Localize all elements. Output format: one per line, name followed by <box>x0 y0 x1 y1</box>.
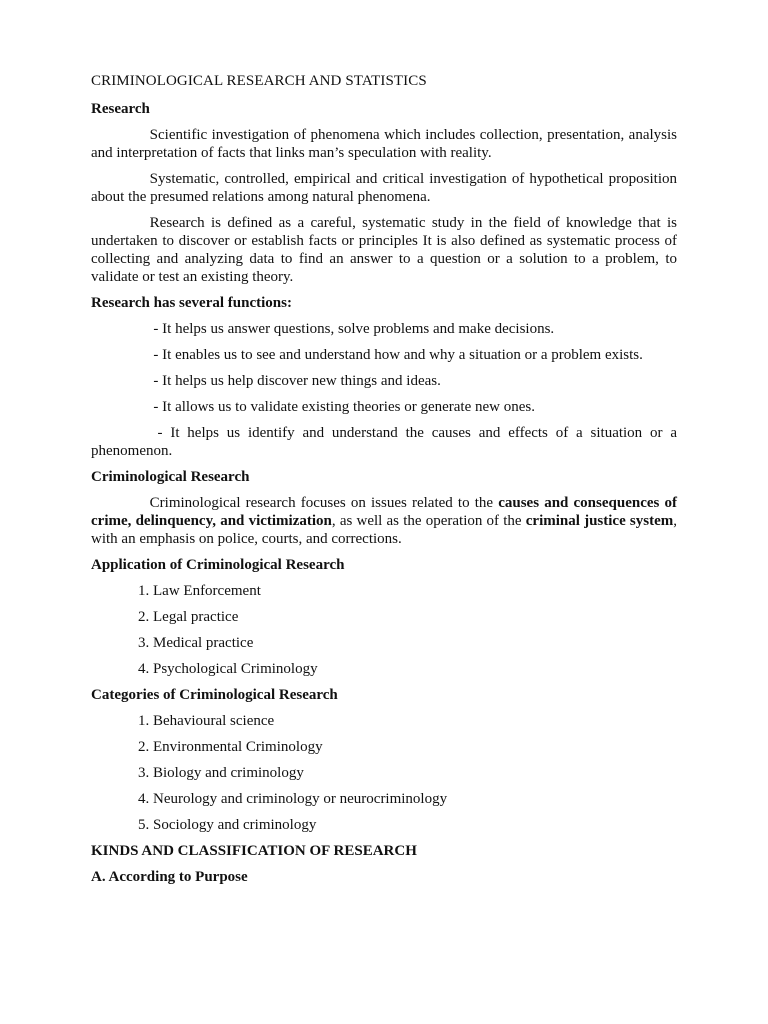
document-content <box>91 72 677 894</box>
research-definition: Scientific investigation of phenomena which includes collection, presentation, analysis and interpretation of facts that links man’s speculation with reality. <box>91 127 677 161</box>
section-heading-functions: Research has several functions: <box>91 295 292 311</box>
list-item: 4. Neurology and criminology or neurocriminology <box>138 791 448 807</box>
list-item: 2. Environmental Criminology <box>138 739 323 755</box>
section-heading-criminological-research: Criminological Research <box>91 469 250 485</box>
list-item: 5. Sociology and criminology <box>138 817 317 833</box>
function-item: - It enables us to see and understand how and why a situation or a problem exists. <box>138 347 628 363</box>
section-heading-application: Application of Criminological Research <box>91 557 345 573</box>
list-item: 1. Law Enforcement <box>138 583 261 599</box>
research-definition: Systematic, controlled, empirical and critical investigation of hypothetical proposition about the presumed relations among natural phenomena. <box>91 171 677 205</box>
page-title: CRIMINOLOGICAL RESEARCH AND STATISTICS <box>91 73 427 89</box>
research-definition: Research is defined as a careful, systematic study in the field of knowledge that is undertaken to discover or establish facts or principles It is also defined as systematic process of collecting and analyzing data to find an answer to a question or a solution to a problem, to validate or test an existing theory. <box>91 215 677 285</box>
function-item: - It helps us help discover new things and ideas. <box>138 373 426 389</box>
function-item: - It helps us answer questions, solve problems and make decisions. <box>138 321 539 337</box>
function-item: - It helps us identify and understand the causes and effects of a situation or a phenomenon. <box>91 425 677 459</box>
list-item: 3. Medical practice <box>138 635 254 651</box>
section-heading-kinds: KINDS AND CLASSIFICATION OF RESEARCH <box>91 843 417 859</box>
subheading-according-to-purpose: A. According to Purpose <box>91 869 248 885</box>
list-item: 4. Psychological Criminology <box>138 661 318 677</box>
section-heading-research: Research <box>91 101 150 117</box>
function-item: - It allows us to validate existing theories or generate new ones. <box>138 399 520 415</box>
criminological-research-paragraph: Criminological research focuses on issues related to the causes and consequences of crime, delinquency, and victimization, as well as the operation of the criminal justice system, with an emphasis on police, courts, and corrections. <box>91 495 678 547</box>
list-item: 3. Biology and criminology <box>138 765 304 781</box>
list-item: 2. Legal practice <box>138 609 239 625</box>
list-item: 1. Behavioural science <box>138 713 275 729</box>
section-heading-categories: Categories of Criminological Research <box>91 687 338 703</box>
